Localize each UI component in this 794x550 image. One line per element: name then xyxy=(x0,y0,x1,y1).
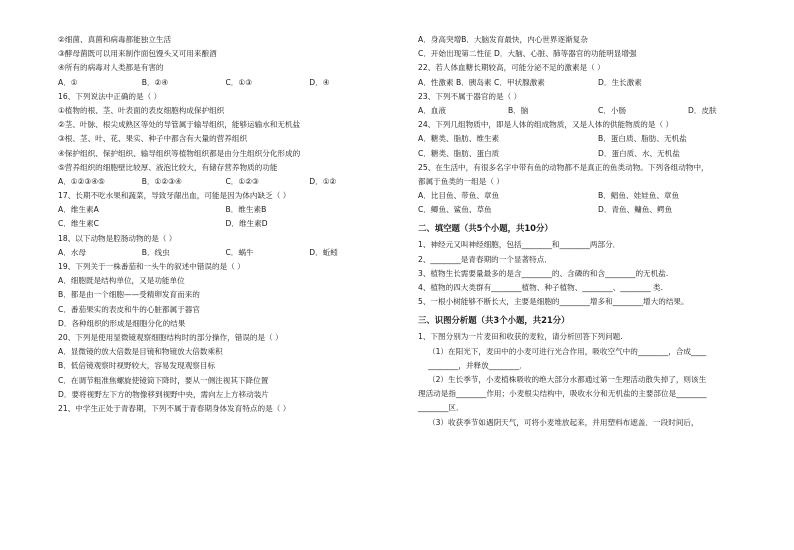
text-line: 22、若人体血糖长期较高，可能分泌不足的激素是（ ） xyxy=(418,63,605,73)
text-line: A．细胞既是结构单位，又是功能单位 xyxy=(58,276,185,286)
answer-options xyxy=(418,147,778,161)
option: A．水母 xyxy=(58,247,86,257)
left-column xyxy=(58,33,393,416)
text-line: ②细菌、真菌和病毒都能独立生活 xyxy=(58,35,172,44)
text-line: C．开始出现第二性征 D．大脑、心脏、肺等器官的功能明显增强 xyxy=(418,49,637,59)
answer-options xyxy=(58,175,393,189)
answer-options xyxy=(418,104,778,118)
option: B．鲳鱼、娃娃鱼、章鱼 xyxy=(598,191,680,201)
text-line: 2、________是青春期的一个显著特点． xyxy=(418,254,552,264)
option: B．①②③④ xyxy=(141,176,182,186)
text-line: 17、长期不吃水果和蔬菜，导致牙龈出血，可能是因为体内缺乏（ ） xyxy=(58,191,291,201)
text-line: ④所有的病毒对人类都是有害的 xyxy=(58,63,164,73)
option: A．血液 xyxy=(418,105,446,115)
text-line: B．低倍镜观察时视野较大，容易发现观察目标 xyxy=(58,361,216,371)
text-line: （1）在阳光下，麦田中的小麦可进行光合作用，吸收空气中的________，合成____ xyxy=(428,346,707,356)
text-line: ④保护组织、保护组织、输导组织等植物组织都是由分生组织分化形成的 xyxy=(58,148,301,158)
answer-options xyxy=(418,189,778,203)
text-line: ⑤营养组织的细胞壁比较厚、液泡比较大，有储存营养物质的功能 xyxy=(58,162,278,172)
text-line: 18、以下动物是腔肠动物的是（ ） xyxy=(58,233,177,243)
answer-options xyxy=(418,76,778,90)
text-line: ________区． xyxy=(418,403,464,413)
answer-options xyxy=(58,217,393,231)
text-line: （2）生长季节，小麦植株吸收的绝大部分水都通过第一生理活动散失掉了，则该生 xyxy=(428,374,707,384)
option: B．维生素B xyxy=(225,205,267,215)
option: D．维生素D xyxy=(225,219,268,229)
option: A．糖类、脂肪、维生素 xyxy=(418,134,500,144)
text-line: C．在调节粗准焦螺旋使镜筒下降时，要从一侧注视其下降位置 xyxy=(58,375,269,385)
text-line: C．番茄果实的表皮和牛的心脏都属于器官 xyxy=(58,304,200,314)
option: B．脑 xyxy=(508,105,529,115)
answer-options xyxy=(418,203,778,217)
text-line: 23、下列不属于器官的是（ ） xyxy=(418,91,522,101)
text-line: A．显微镜的放大倍数是目镜和物镜放大倍数乘积 xyxy=(58,347,223,357)
option: A．比目鱼、带鱼、章鱼 xyxy=(418,191,500,201)
section-heading: 三、识图分析题（共3个小题，共21分） xyxy=(418,315,570,326)
text-line: ①植物的根、茎、叶表面的表皮细胞构成保护组织 xyxy=(58,105,225,115)
option: D．皮肤 xyxy=(688,105,717,115)
option: A．①②③④⑤ xyxy=(58,176,105,186)
option xyxy=(688,76,778,90)
text-line: 20、下列是使用显微镜观察细胞结构时的部分操作，错误的是（ ） xyxy=(58,332,283,342)
option: B．线虫 xyxy=(141,247,170,257)
option: C．鲫鱼、鲨鱼、草鱼 xyxy=(418,205,492,215)
option: A．维生素A xyxy=(58,205,99,215)
option: D．生长激素 xyxy=(598,77,642,87)
option: A．① xyxy=(58,77,78,87)
answer-options xyxy=(58,76,393,90)
answer-options xyxy=(418,132,778,146)
option: C．小肠 xyxy=(598,105,627,115)
answer-options xyxy=(58,246,393,260)
text-line: 1、下图分别为一片麦田和收获的麦粒，请分析回答下列问题. xyxy=(418,332,623,342)
text-line: 25、在生活中，有很多名字中带有鱼的动物都不是真正的鱼类动物。下列各组动物中， xyxy=(418,162,709,172)
section-heading: 二、填空题（共5个小题，共10分） xyxy=(418,223,553,234)
text-line: D．各种组织的形成是细胞分化的结果 xyxy=(58,318,186,328)
option: C．蜗牛 xyxy=(225,247,254,257)
text-line: 都属于鱼类的一组是（ ） xyxy=(418,176,504,186)
text-line: ③酵母菌既可以用来制作面包馒头又可用来酿酒 xyxy=(58,49,217,59)
text-line: 19、下列关于一株番茄和一头牛的叙述中错误的是（ ） xyxy=(58,262,245,271)
option: D．蚯蚓 xyxy=(309,247,338,257)
option: B．②④ xyxy=(141,77,169,87)
option: C．维生素C xyxy=(58,219,99,229)
right-column xyxy=(418,33,778,430)
text-line: ③根、茎、叶、花、果实、种子中都含有大量的营养组织 xyxy=(58,134,248,144)
option: C．①③ xyxy=(225,77,253,87)
text-line: ________，并释放________． xyxy=(428,360,527,370)
option: A．性激素 B．胰岛素 C．甲状腺激素 xyxy=(418,77,545,87)
text-line: 16、下列说法中正确的是（ ） xyxy=(58,91,162,101)
text-line: ②茎、叶脉、根尖成熟区等处的导管属于输导组织，能够运输水和无机盐 xyxy=(58,120,301,130)
option: D．④ xyxy=(309,77,330,87)
option: C．①②③ xyxy=(225,176,259,186)
text-line: 24、下列几组物质中，即是人体的组成物质，又是人体的供能物质的是（ ） xyxy=(418,120,674,130)
text-line: 1、神经元又叫神经细胞，包括________和________两部分． xyxy=(418,240,621,250)
text-line: 理活动是指________作用；小麦根尖结构中，吸收水分和无机盐的主要部位是________ xyxy=(418,389,707,399)
option: D．①② xyxy=(309,176,337,186)
option: D．蛋白质、水、无机盐 xyxy=(598,148,680,158)
text-line: 4、植物的四大类群有________植物、种子植物、________、________ 类. xyxy=(418,283,664,292)
option xyxy=(508,76,598,90)
text-line: A．身高突增B．大脑发育最快，内心世界逐渐复杂 xyxy=(418,35,588,44)
option: C．糖类、脂肪、蛋白质 xyxy=(418,148,500,158)
text-line: （3）收获季节如遇阴天气，可将小麦堆放起来，并用塑料布遮盖．一段时间后， xyxy=(428,417,699,427)
option: B．蛋白质、脂肪、无机盐 xyxy=(598,134,687,144)
text-line: 21、中学生正处于青春期，下列不属于青春期身体发育特点的是（ ） xyxy=(58,403,291,413)
text-line: 5、一根小树能够不断长大，主要是细胞的________增多和________增大的结果。 xyxy=(418,297,689,307)
option: D．青鱼、鳙鱼、鳄鱼 xyxy=(598,205,673,215)
text-line: D．要将视野左下方的物像移到视野中央，需向左上方移动装片 xyxy=(58,389,269,399)
text-line: 3、植物生长需要量最多的是含________的、含磷的和含________的无机盐. xyxy=(418,268,669,278)
answer-options xyxy=(58,203,393,217)
text-line: B．都是由一个细胞——受精卵发育而来的 xyxy=(58,290,200,300)
